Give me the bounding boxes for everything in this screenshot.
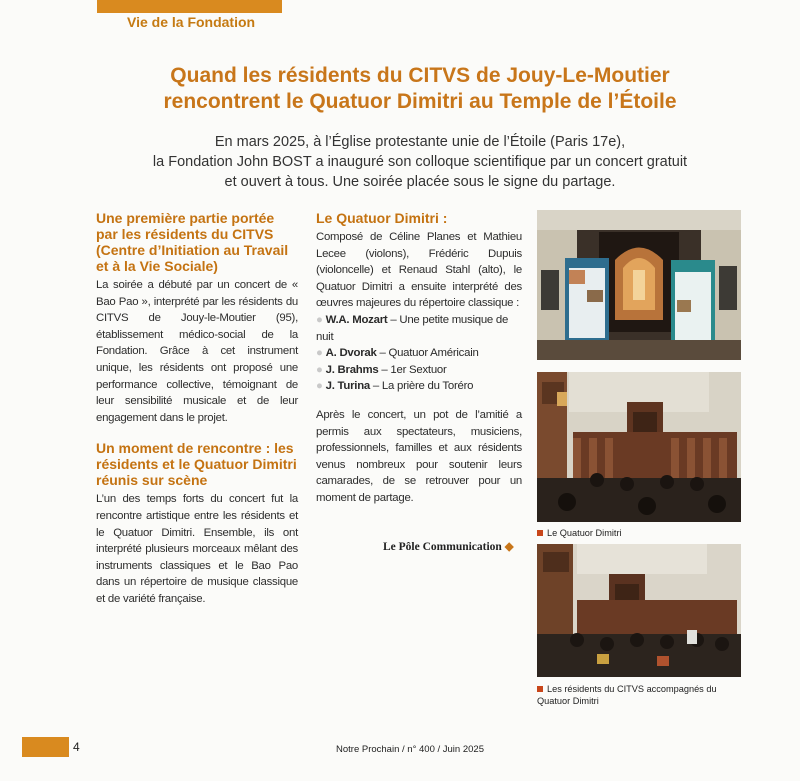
photo-residents-quartet — [537, 544, 741, 677]
section3-closing: Après le concert, un pot de l’amitié a permis aux spectateurs, musiciens, professionnels, familles et aux résidents venus nombreux pour soutenir leurs camarades, de se retrouver pour un moment de partage. — [316, 408, 522, 504]
section3-body: Composé de Céline Planes et Mathieu Lecee (violons), Frédéric Dupuis (violoncelle) et Renaud Stahl (alto), le Quatuor Dimitri a ensuite interprété des œuvres majeures du répertoire classique : — [316, 231, 522, 310]
bullet-icon: ● — [316, 363, 323, 376]
intro-line-1: En mars 2025, à l’Église protestante unie de l’Étoile (Paris 17e), — [214, 134, 626, 150]
section3-heading: Le Quatuor Dimitri : — [316, 210, 448, 226]
section-label: Vie de la Fondation — [127, 14, 256, 30]
list-item: ● A. Dvorak – Quatuor Américain — [316, 347, 479, 360]
diamond-icon: ◆ — [504, 541, 514, 553]
left-column — [96, 210, 298, 608]
section2-body: L’un des temps forts du concert fut la rencontre artistique entre les résidents et le Quatuor Dimitri. Ensemble, ils ont interprété plusieurs morceaux mêlant des instruments classiques et le Bao Pao dans un répertoire de musique classique et de variété française. — [96, 493, 298, 605]
section2-heading: Un moment de rencontre : les résidents et le Quatuor Dimitri réunis sur scène — [96, 440, 297, 489]
title-line-1: Quand les résidents du CITVS de Jouy-Le-Moutier — [170, 64, 670, 87]
list-item: ● W.A. Mozart – Une petite musique de nuit — [316, 313, 509, 343]
bullet-icon: ● — [316, 347, 323, 360]
photo-church-entrance — [537, 210, 741, 360]
caption-square-icon — [537, 530, 543, 536]
section1-heading: Une première partie portée par les résidents du CITVS (Centre d’Initiation au Travail et à la Vie Sociale) — [96, 210, 289, 274]
photo3-caption: Les résidents du CITVS accompagnés du Quatuor Dimitri — [537, 684, 717, 706]
footer-accent-bar — [22, 737, 69, 757]
article-intro — [80, 132, 760, 192]
bullet-icon: ● — [316, 380, 323, 393]
list-item: ● J. Brahms – 1er Sextuor — [316, 363, 447, 376]
middle-column — [316, 210, 522, 507]
article-title — [40, 63, 800, 115]
caption-square-icon — [537, 686, 543, 692]
signature: Le Pôle Communication ◆ — [383, 541, 514, 553]
intro-line-3: et ouvert à tous. Une soirée placée sous le signe du partage. — [224, 174, 616, 190]
publication-footer: Notre Prochain / n° 400 / Juin 2025 — [336, 744, 484, 755]
header-accent-bar — [97, 0, 282, 13]
title-line-2: rencontrent le Quatuor Dimitri au Temple de l’Étoile — [163, 90, 677, 113]
works-list — [316, 312, 522, 395]
page-number: 4 — [73, 740, 80, 754]
list-item: ● J. Turina – La prière du Toréro — [316, 380, 474, 393]
photo-quartet — [537, 372, 741, 522]
photo2-caption: Le Quatuor Dimitri — [537, 527, 622, 539]
intro-line-2: la Fondation John BOST a inauguré son colloque scientifique par un concert gratuit — [152, 154, 688, 170]
bullet-icon: ● — [316, 313, 323, 326]
section1-body: La soirée a débuté par un concert de « Bao Pao », interprété par les résidents du CITVS de Jouy-le-Moutier (95), établissement médico-social de la Fondation. Grâce à cet instrument unique, les résidents ont proposé une performance collective, témoignant de leur sensibilité musicale et de leur engagement dans le projet. — [96, 279, 298, 424]
